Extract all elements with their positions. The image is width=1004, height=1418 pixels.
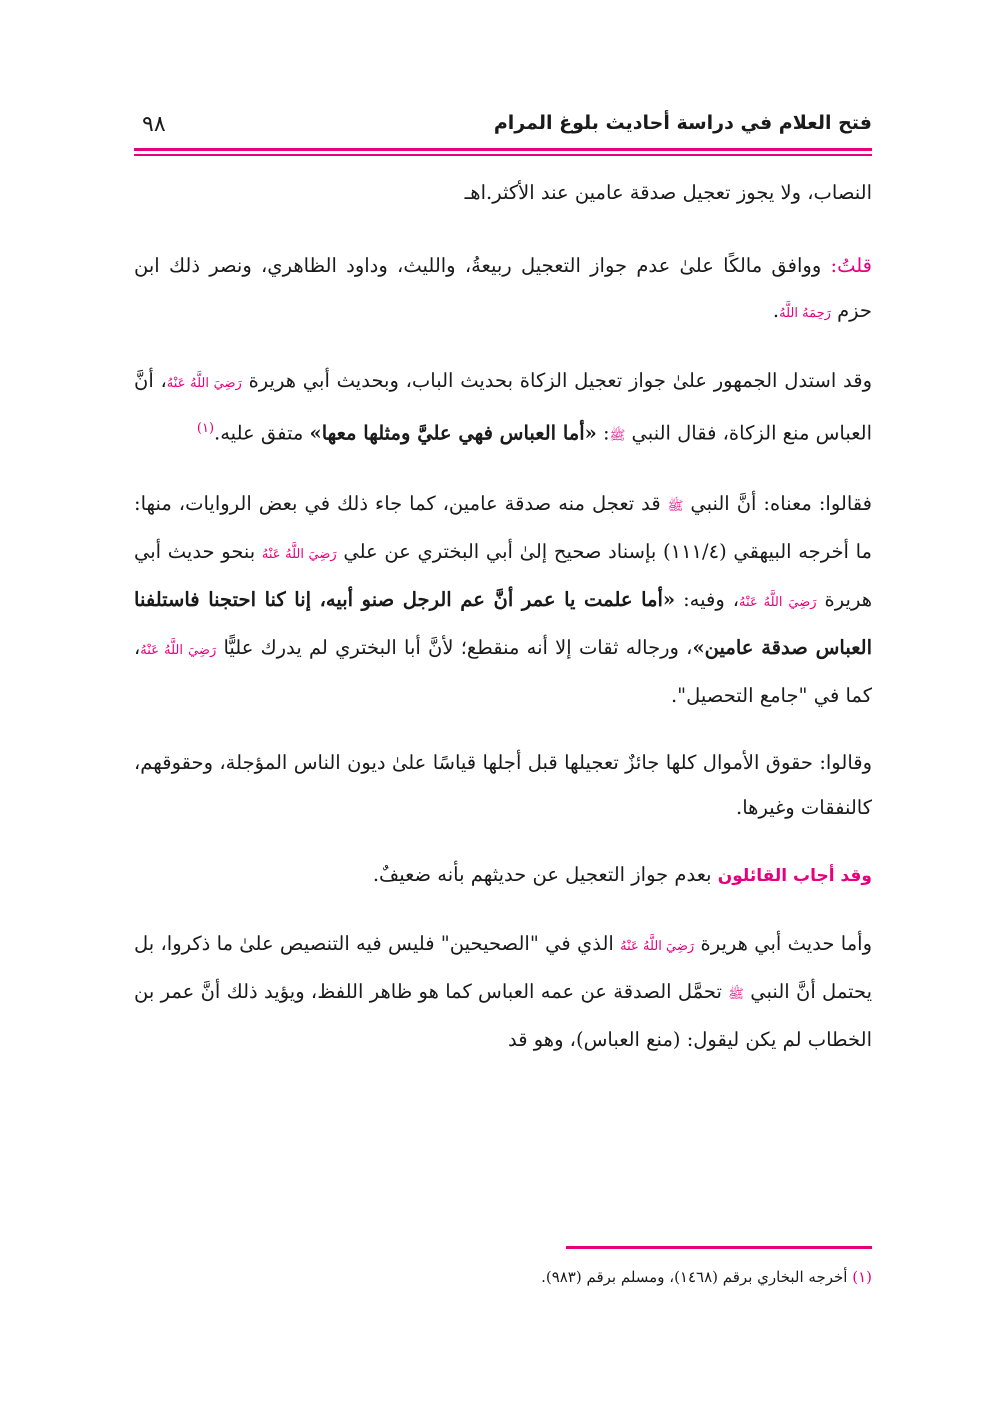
header-rule-top [134,148,872,151]
p3-text-d: متفق عليه. [214,421,310,445]
p4-text-f: ، كما في "جامع التحصيل". [134,635,872,707]
paragraph-2 [134,243,872,336]
paragraph-3 [134,358,872,459]
p4-text-e: ، ورجاله ثقات إلا أنه منقطع؛ لأنَّ أبا البختري لم يدرك عليًّا [216,635,693,659]
honorific-radiyallah: رَضِيَ اللَّهُ عَنْهُ [620,938,695,954]
p4-text-c: بنحو حديث أبي هريرة [134,539,872,611]
p3-text-b: ، أنَّ العباس منع الزكاة، فقال النبي [134,369,872,445]
footnote-rule [566,1246,872,1249]
page-number: ٩٨ [142,112,166,137]
paragraph-7 [134,921,872,1062]
p7-text-b: الذي في "الصحيحين" فليس فيه التنصيص علىٰ ما ذكروا، بل يحتمل أنَّ النبي [134,931,872,1003]
honorific-radiyallah: رَضِيَ اللَّهُ عَنْهُ [140,642,217,658]
footnote-number: (١) [852,1268,872,1286]
page-header [134,112,872,142]
honorific-salawat: ﷺ [609,428,626,444]
p4-text-b: قد تعجل منه صدقة عامين، كما جاء ذلك في بعض الروايات، منها: ما أخرجه البيهقي (١١١/٤) بإسناد صحيح إلىٰ أبي البختري عن علي [134,491,872,563]
footnote-text: أخرجه البخاري برقم (١٤٦٨)، ومسلم برقم (٩٨٣). [541,1268,853,1286]
honorific-salawat: ﷺ [728,986,744,1002]
page-body [134,170,872,1084]
footnote-ref-1[interactable]: (١) [196,421,215,436]
p3-text-a: وقد استدل الجمهور علىٰ جواز تعجيل الزكاة بحديث الباب، وبحديث أبي هريرة [241,369,872,392]
honorific-radiyallah: رَضِيَ اللَّهُ عَنْهُ [261,546,337,562]
p7-text-c: تحمَّل الصدقة عن عمه العباس كما هو ظاهر اللفظ، ويؤيد ذلك أنَّ عمر بن الخطاب لم يكن ليقول: (منع العباس)، وهو قد [134,979,872,1051]
book-title: فتح العلام في دراسة أحاديث بلوغ المرام [493,112,872,134]
honorific-salawat: ﷺ [667,498,684,514]
p4-text-d: ، وفيه: [675,587,740,611]
paragraph-1: النصاب، ولا يجوز تعجيل صدقة عامين عند الأكثر.اهـ [464,181,872,204]
p4-text-a: فقالوا: معناه: أنَّ النبي [683,491,872,515]
paragraph-6 [134,852,872,899]
paragraph-4 [134,481,872,718]
header-rule-bottom [134,154,872,156]
hadith-quote-1: «أما العباس فهي عليَّ ومثلها معها» [309,421,597,445]
section-label: وقد أجاب القائلون [717,865,872,886]
paragraph-2-text: ووافق مالكًا علىٰ عدم جواز التعجيل ربيعةُ، والليث، وداود الظاهري، ونصر ذلك ابن حزم [134,254,872,322]
honorific-radiyallah: رَضِيَ اللَّهُ عَنْهُ [739,594,817,610]
p7-text-a: وأما حديث أبي هريرة [694,931,872,955]
footnote [541,1268,872,1286]
paragraph-2-end: . [772,299,780,322]
honorific-rahimahullah: رَحِمَهُ اللَّهُ [779,306,831,321]
hadith-quote-2: «أما علمت يا عمر أنَّ عم الرجل صنو أبيه، إنا كنا احتجنا فاستلفنا العباس صدقة عامين» [134,587,872,659]
qultu-label: قلتُ: [830,254,872,277]
honorific-radiyallah: رَضِيَ اللَّهُ عَنْهُ [166,376,242,391]
paragraph-6-text: بعدم جواز التعجيل عن حديثهم بأنه ضعيفٌ. [372,862,718,886]
paragraph-5: وقالوا: حقوق الأموال كلها جائزٌ تعجيلها قبل أجلها قياسًا علىٰ ديون الناس المؤجلة، وحقوقهم، كالنفقات وغيرها. [134,750,872,819]
p3-text-c: : [596,421,610,445]
